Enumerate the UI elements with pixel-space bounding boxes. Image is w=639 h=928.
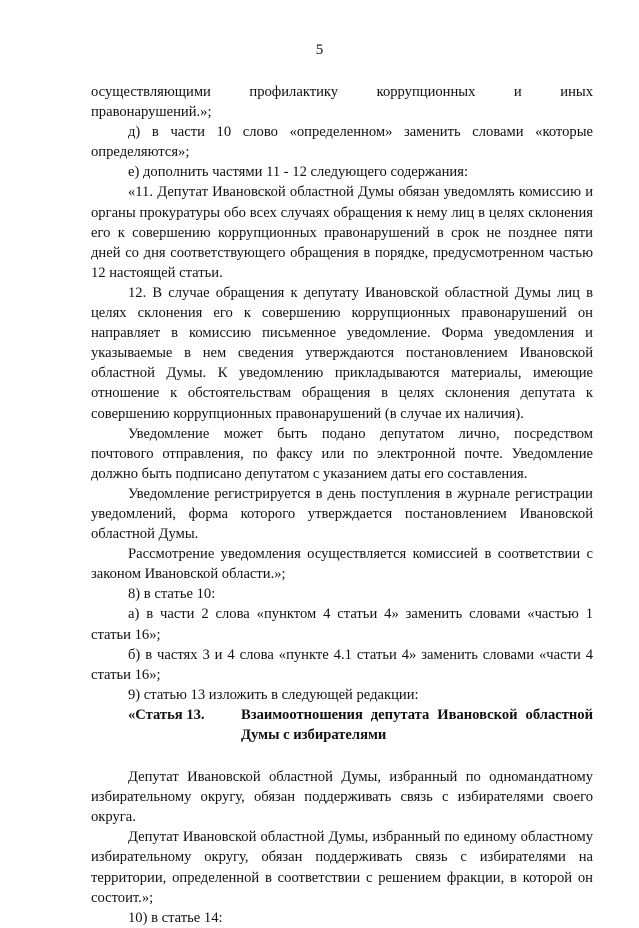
paragraph-part-12: 12. В случае обращения к депутату Ивановской областной Думы лиц в целях склонения его к совершению коррупционных правонарушений он направляет в комиссию письменное уведомление. Форма уведомления и указываемые в нем сведения утверждаются постановлением Ивановской областной Думы. К уведомлению прикладываются материалы, имеющие отношение к обстоятельствам обращения в целях склонения депутата к совершению коррупционных правонарушений (в случае их наличия).	[91, 284, 593, 422]
page-number: 5	[315, 42, 324, 58]
article-heading	[91, 705, 593, 745]
paragraph-item-e: е) дополнить частями 11 - 12 следующего содержания:	[128, 164, 468, 181]
paragraph-item-d: д) в части 10 слово «определенном» заменить словами «которые определяются»;	[91, 124, 593, 161]
paragraph-notification-review: Рассмотрение уведомления осуществляется комиссией в соответствии с законом Ивановской области.»;	[91, 546, 593, 583]
paragraph-item-8a: а) в части 2 слова «пунктом 4 статьи 4» заменить словами «частью 1 статьи 16»;	[91, 606, 593, 643]
paragraph-item-9: 9) статью 13 изложить в следующей редакции:	[128, 686, 419, 703]
paragraph-item-8b: б) в частях 3 и 4 слова «пункте 4.1 статьи 4» заменить словами «части 4 статьи 16»;	[91, 646, 593, 683]
paragraph-notification-submission: Уведомление может быть подано депутатом лично, посредством почтового отправления, по факсу или по электронной почте. Уведомление должно быть подписано депутатом с указанием даты его составления.	[91, 425, 593, 482]
article-number: «Статья 13.	[128, 706, 205, 723]
paragraph-item-8: 8) в статье 10:	[128, 586, 216, 603]
document-body	[91, 82, 593, 928]
article-title: Взаимоотношения депутата Ивановской областной Думы с избирателями	[241, 706, 593, 743]
paragraph-continuation: осуществляющими профилактику коррупционных и иных	[91, 84, 593, 100]
paragraph-single-mandate: Депутат Ивановской областной Думы, избранный по одномандатному избирательному округу, обязан поддерживать связь с избирателями своего округа.	[91, 769, 593, 826]
paragraph-unified-district: Депутат Ивановской областной Думы, избранный по единому областному избирательному округу, обязан поддерживать связь с избирателями на территории, определенной в соответствии с решением фракции, в которой он состоит.»;	[91, 829, 593, 906]
spacer	[91, 745, 593, 767]
paragraph-continuation-end: правонарушений.»;	[91, 104, 212, 121]
paragraph-part-11: «11. Депутат Ивановской областной Думы обязан уведомлять комиссию и органы прокуратуры обо всех случаях обращения к нему лиц в целях склонения его к совершению коррупционных правонарушений в срок не позднее пяти дней со дня соответствующего обращения в порядке, предусмотренном частью 12 настоящей статьи.	[91, 184, 593, 281]
paragraph-item-10: 10) в статье 14:	[128, 909, 223, 926]
paragraph-notification-registration: Уведомление регистрируется в день поступления в журнале регистрации уведомлений, форма которого утверждается постановлением Ивановской областной Думы.	[91, 485, 593, 543]
